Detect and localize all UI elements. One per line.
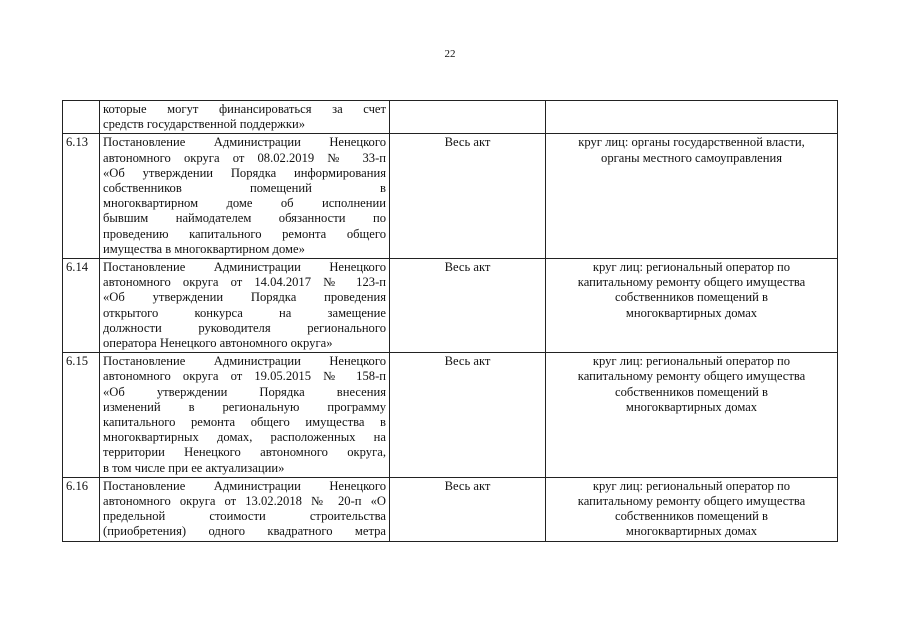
act-line: которые могут финансироваться за счет	[103, 102, 386, 116]
circle-line: органы местного самоуправления	[601, 150, 782, 165]
act-scope: Весь акт	[390, 134, 546, 259]
act-line: многоквартирных домах, расположенных на	[103, 430, 386, 445]
table-row	[63, 259, 838, 353]
act-line: «Об утверждении Порядка внесения	[103, 384, 386, 399]
row-number	[63, 101, 100, 134]
act-scope: Весь акт	[390, 353, 546, 478]
act-line: территории Ненецкого автономного округа,	[103, 445, 386, 460]
circle-line: многоквартирных домах	[625, 399, 758, 414]
act-line: Постановление Администрации Ненецкого	[103, 354, 386, 369]
circle-line: круг лиц: региональный оператор по	[592, 478, 791, 493]
act-scope: Весь акт	[390, 259, 546, 353]
affected-circle	[546, 259, 838, 353]
row-number: 6.15	[63, 353, 100, 478]
circle-line: собственников помещений в	[615, 290, 768, 305]
act-line: Постановление Администрации Ненецкого	[103, 260, 386, 275]
circle-line: капитальному ремонту общего имущества	[577, 369, 806, 384]
act-title	[100, 134, 390, 259]
act-line: капитального ремонта общего имущества в	[103, 415, 386, 430]
circle-line: многоквартирных домах	[625, 305, 758, 320]
table-row	[63, 134, 838, 259]
act-line: Постановление Администрации Ненецкого	[103, 135, 386, 150]
act-line: изменений в региональную программу	[103, 399, 386, 414]
act-line: «Об утверждении Порядка проведения	[103, 290, 386, 305]
act-line: оператора Ненецкого автономного округа»	[103, 336, 333, 351]
act-title	[100, 101, 390, 134]
legal-acts-table	[62, 100, 838, 542]
affected-circle	[546, 477, 838, 541]
act-title	[100, 477, 390, 541]
act-line: предельной стоимости строительства	[103, 509, 386, 524]
act-line: автономного округа от 14.04.2017 № 123-п	[103, 275, 386, 290]
circle-line: капитальному ремонту общего имущества	[577, 275, 806, 290]
affected-circle	[546, 134, 838, 259]
act-line: Постановление Администрации Ненецкого	[103, 478, 386, 493]
row-number: 6.14	[63, 259, 100, 353]
act-scope	[390, 101, 546, 134]
act-line: «Об утверждении Порядка информирования	[103, 165, 386, 180]
act-line: имущества в многоквартирном доме»	[103, 241, 305, 256]
act-line: проведению капитального ремонта общего	[103, 226, 386, 241]
circle-line: круг лиц: органы государственной власти,	[578, 135, 805, 150]
act-title	[100, 259, 390, 353]
act-title	[100, 353, 390, 478]
act-line: автономного округа от 19.05.2015 № 158-п	[103, 369, 386, 384]
circle-line: собственников помещений в	[615, 384, 768, 399]
act-line: бывшим наймодателем обязанности по	[103, 211, 386, 226]
act-line: многоквартирном доме об исполнении	[103, 196, 386, 211]
circle-line: собственников помещений в	[615, 509, 768, 524]
act-line: (приобретения) одного квадратного метра	[103, 524, 386, 539]
row-number: 6.16	[63, 477, 100, 541]
table-row	[63, 477, 838, 541]
circle-line: круг лиц: региональный оператор по	[592, 354, 791, 369]
act-line: открытого конкурса на замещение	[103, 305, 386, 320]
circle-line: капитальному ремонту общего имущества	[577, 494, 806, 509]
row-number: 6.13	[63, 134, 100, 259]
act-scope: Весь акт	[390, 477, 546, 541]
affected-circle	[546, 101, 838, 134]
table-row	[63, 101, 838, 134]
affected-circle	[546, 353, 838, 478]
page-number: 22	[444, 48, 456, 60]
act-line: автономного округа от 08.02.2019 № 33-п	[103, 150, 386, 165]
act-line: собственников помещений в	[103, 181, 386, 196]
circle-line: круг лиц: региональный оператор по	[592, 260, 791, 275]
table-body	[63, 101, 838, 542]
act-line: в том числе при ее актуализации»	[103, 460, 285, 475]
circle-line: многоквартирных домах	[625, 524, 758, 539]
act-line: автономного округа от 13.02.2018 № 20-п «О	[103, 494, 386, 509]
act-line: средств государственной поддержки»	[103, 117, 306, 132]
act-line: должности руководителя регионального	[103, 320, 386, 335]
table-row	[63, 353, 838, 478]
